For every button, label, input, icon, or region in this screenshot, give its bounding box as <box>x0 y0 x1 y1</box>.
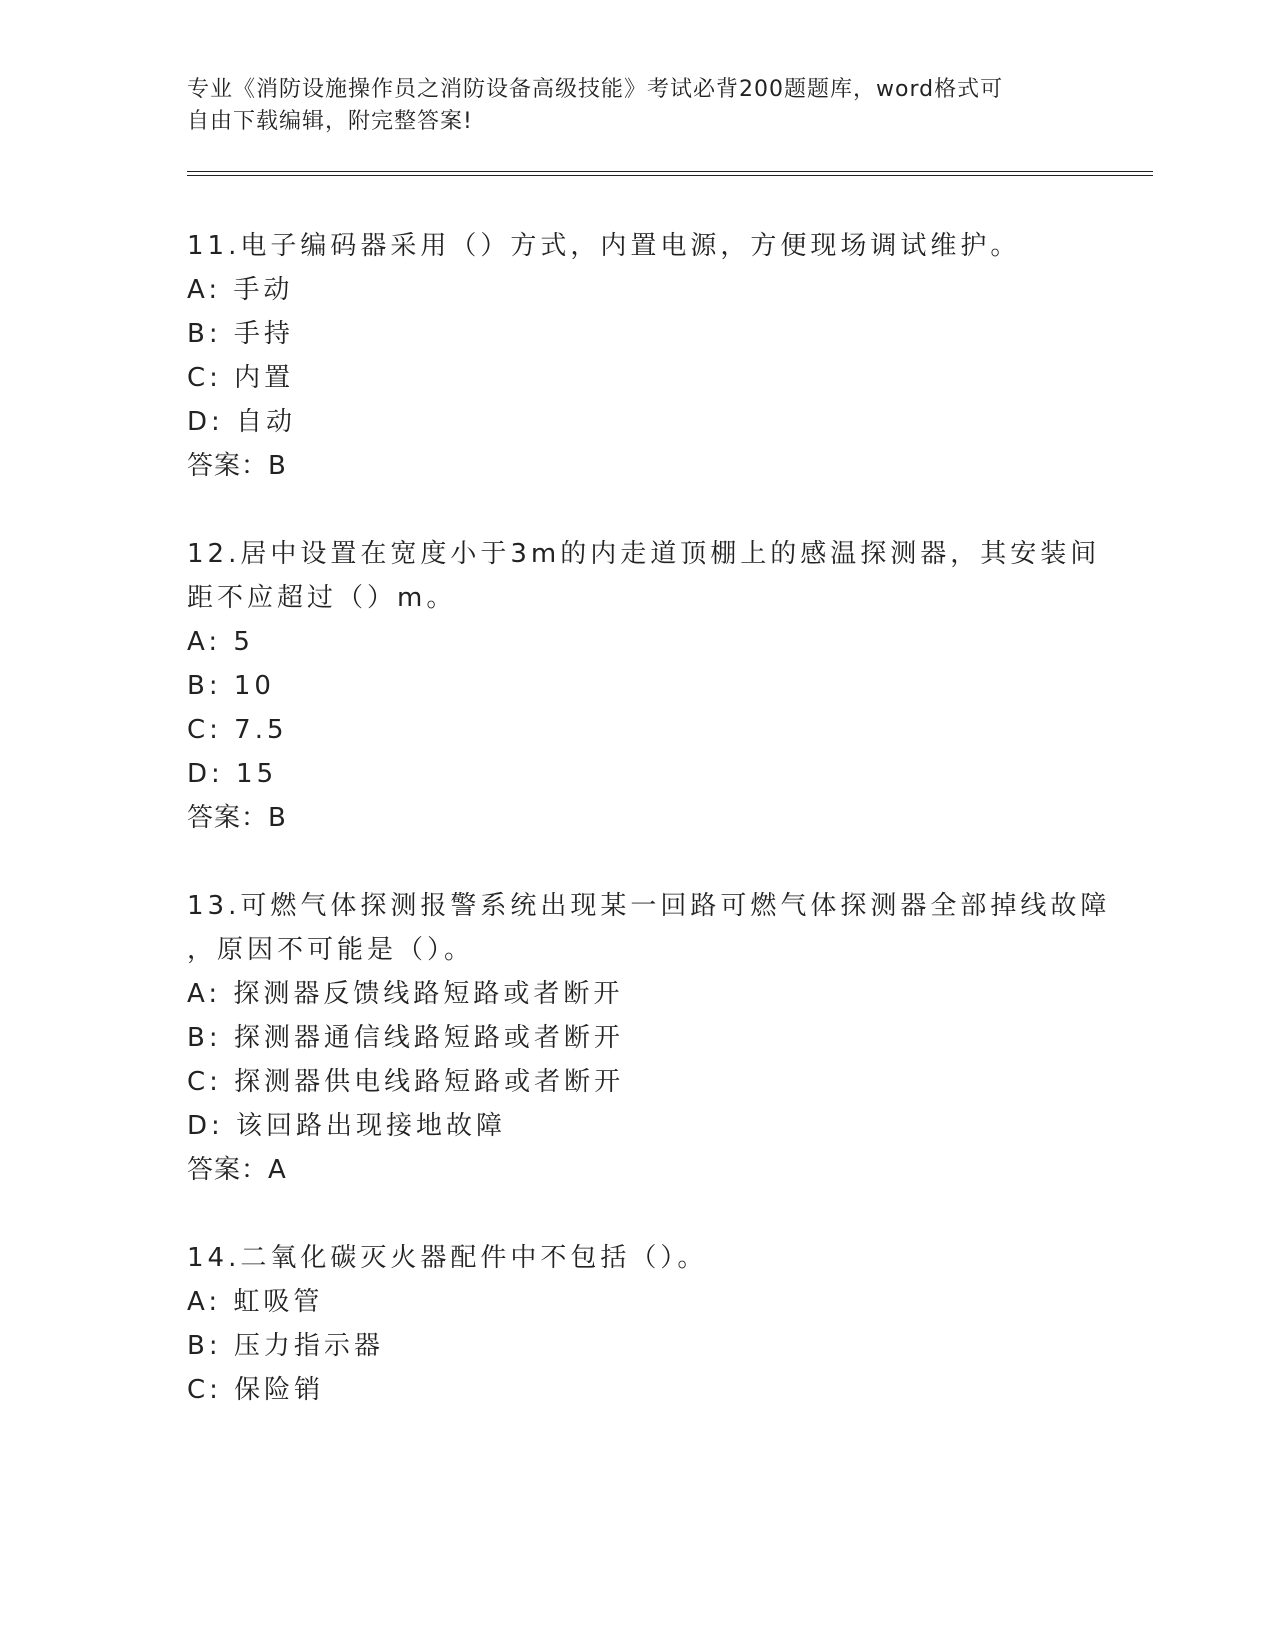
question-11-option-c: C: 内置 <box>187 363 295 393</box>
question-11-answer: 答案：B <box>187 451 287 481</box>
question-13-answer: 答案：A <box>187 1155 287 1185</box>
question-12-option-a: A: 5 <box>187 627 254 657</box>
question-13-option-b: B: 探测器通信线路短路或者断开 <box>187 1023 624 1053</box>
question-14-option-c: C: 保险销 <box>187 1375 325 1405</box>
question-13-option-c: C: 探测器供电线路短路或者断开 <box>187 1067 625 1097</box>
question-13-stem-line-2: ，原因不可能是（）。 <box>187 935 475 965</box>
header-divider-top <box>187 171 1153 172</box>
question-12-stem-line-2: 距不应超过（）m。 <box>187 583 457 613</box>
question-13-stem-line-1: 13.可燃气体探测报警系统出现某一回路可燃气体探测器全部掉线故障 <box>187 891 1111 921</box>
question-11-option-d: D: 自动 <box>187 407 297 437</box>
header-divider-bottom <box>187 175 1153 176</box>
question-14-option-b: B: 压力指示器 <box>187 1331 384 1361</box>
question-12-option-c: C: 7.5 <box>187 715 288 745</box>
question-13-option-d: D: 该回路出现接地故障 <box>187 1111 507 1141</box>
question-14-option-a: A: 虹吸管 <box>187 1287 324 1317</box>
question-13-option-a: A: 探测器反馈线路短路或者断开 <box>187 979 624 1009</box>
question-11-option-b: B: 手持 <box>187 319 294 349</box>
document-header-line-1: 专业《消防设施操作员之消防设备高级技能》考试必背200题题库，word格式可 <box>187 77 1004 102</box>
question-12-option-b: B: 10 <box>187 671 275 701</box>
question-11-stem: 11.电子编码器采用（）方式，内置电源，方便现场调试维护。 <box>187 231 1021 261</box>
question-12-stem-line-1: 12.居中设置在宽度小于3m的内走道顶棚上的感温探测器，其安装间 <box>187 539 1101 569</box>
question-11-option-a: A: 手动 <box>187 275 294 305</box>
question-12-answer: 答案：B <box>187 803 287 833</box>
document-header-line-2: 自由下载编辑，附完整答案! <box>187 109 473 134</box>
question-14-stem: 14.二氧化碳灭火器配件中不包括（）。 <box>187 1243 708 1273</box>
question-12-option-d: D: 15 <box>187 759 278 789</box>
